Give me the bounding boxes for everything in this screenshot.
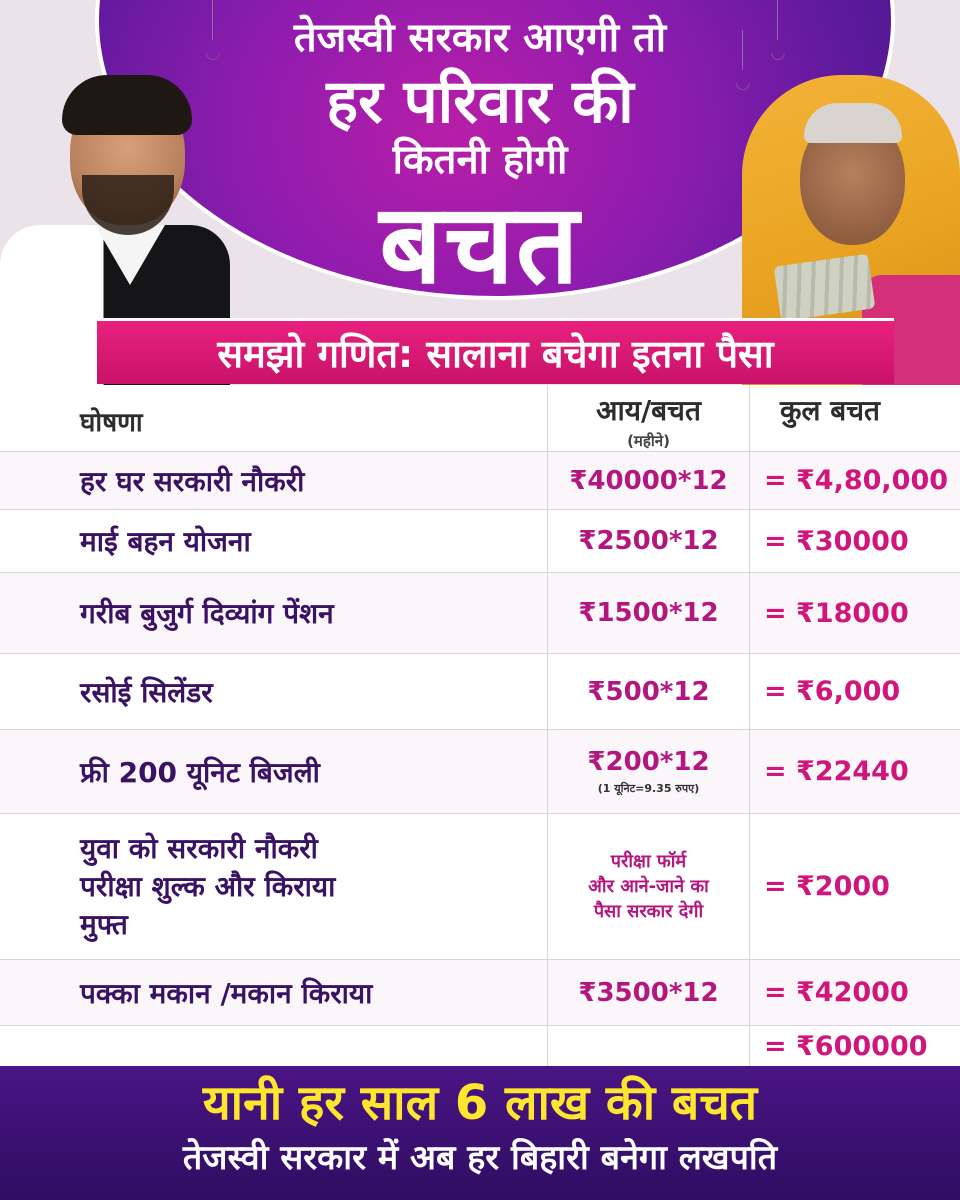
total-cell: = ₹22440	[749, 730, 960, 813]
income-value: ₹200*12	[587, 747, 710, 777]
woman-hair	[804, 103, 902, 143]
empty-cell	[547, 1026, 749, 1066]
income-line: पैसा सरकार देगी	[593, 901, 704, 922]
table-row	[0, 510, 960, 573]
income-cell	[547, 814, 749, 959]
total-cell: = ₹4,80,000	[749, 452, 960, 509]
footer-subline: तेजस्वी सरकार में अब हर बिहारी बनेगा लखपति	[182, 1138, 778, 1178]
header-income-sub: (महीने)	[627, 432, 670, 450]
hanging-lamp-icon: ◡	[205, 0, 221, 63]
footer-headline: यानी हर साल 6 लाख की बचत	[202, 1075, 758, 1131]
total-cell: = ₹30000	[749, 510, 960, 572]
empty-cell	[0, 1026, 547, 1066]
table-row	[0, 960, 960, 1026]
income-line: परीक्षा फॉर्म	[610, 851, 687, 872]
total-cell: = ₹18000	[749, 573, 960, 653]
header-total: कुल बचत	[749, 385, 960, 451]
banner: समझो गणित: सालाना बचेगा इतना पैसा	[97, 318, 894, 384]
scheme-line: युवा को सरकारी नौकरी	[80, 831, 318, 865]
grand-total-row	[0, 1026, 960, 1066]
header-scheme: घोषणा	[80, 408, 143, 438]
table-row	[0, 452, 960, 510]
header-income	[547, 385, 749, 451]
income-cell: ₹1500*12	[547, 573, 749, 653]
header-section	[0, 0, 960, 385]
footer-section	[0, 1066, 960, 1200]
income-cell: ₹500*12	[547, 654, 749, 729]
income-cell: ₹40000*12	[547, 452, 749, 509]
scheme-line: परीक्षा शुल्क और किराया	[80, 869, 336, 903]
total-cell: = ₹42000	[749, 960, 960, 1025]
income-cell	[547, 730, 749, 813]
scheme-cell: गरीब बुजुर्ग दिव्यांग पेंशन	[80, 597, 334, 630]
table-row	[0, 654, 960, 730]
scheme-cell: हर घर सरकारी नौकरी	[80, 464, 305, 498]
table-header-row	[0, 385, 960, 452]
scheme-cell	[0, 814, 547, 959]
scheme-cell: माई बहन योजना	[80, 525, 251, 558]
total-cell: = ₹2000	[749, 814, 960, 959]
scheme-cell: फ्री 200 यूनिट बिजली	[80, 755, 320, 789]
person-hair	[62, 75, 192, 135]
hanging-lamp-icon: ◡	[770, 0, 786, 63]
grand-total-cell: = ₹600000	[749, 1026, 960, 1066]
hanging-lamp-icon: ◡	[735, 30, 751, 93]
income-line: और आने-जाने का	[588, 876, 709, 897]
total-cell: = ₹6,000	[749, 654, 960, 729]
savings-table	[0, 385, 960, 1066]
title-line-2: हर परिवार की	[326, 67, 634, 137]
income-cell: ₹2500*12	[547, 510, 749, 572]
scheme-cell: पक्का मकान /मकान किराया	[80, 976, 373, 1010]
scheme-cell: रसोई सिलेंडर	[80, 675, 213, 709]
title-main: बचत	[379, 180, 581, 308]
income-cell: ₹3500*12	[547, 960, 749, 1025]
income-note: (1 यूनिट=9.35 रुपए)	[597, 782, 700, 795]
table-row	[0, 573, 960, 654]
header-income-label: आय/बचत	[596, 394, 701, 427]
scheme-line: मुफ्त	[80, 907, 128, 941]
table-row	[0, 814, 960, 960]
title-line-3: कितनी होगी	[392, 137, 568, 183]
title-line-1: तेजस्वी सरकार आएगी तो	[293, 15, 667, 61]
table-row	[0, 730, 960, 814]
